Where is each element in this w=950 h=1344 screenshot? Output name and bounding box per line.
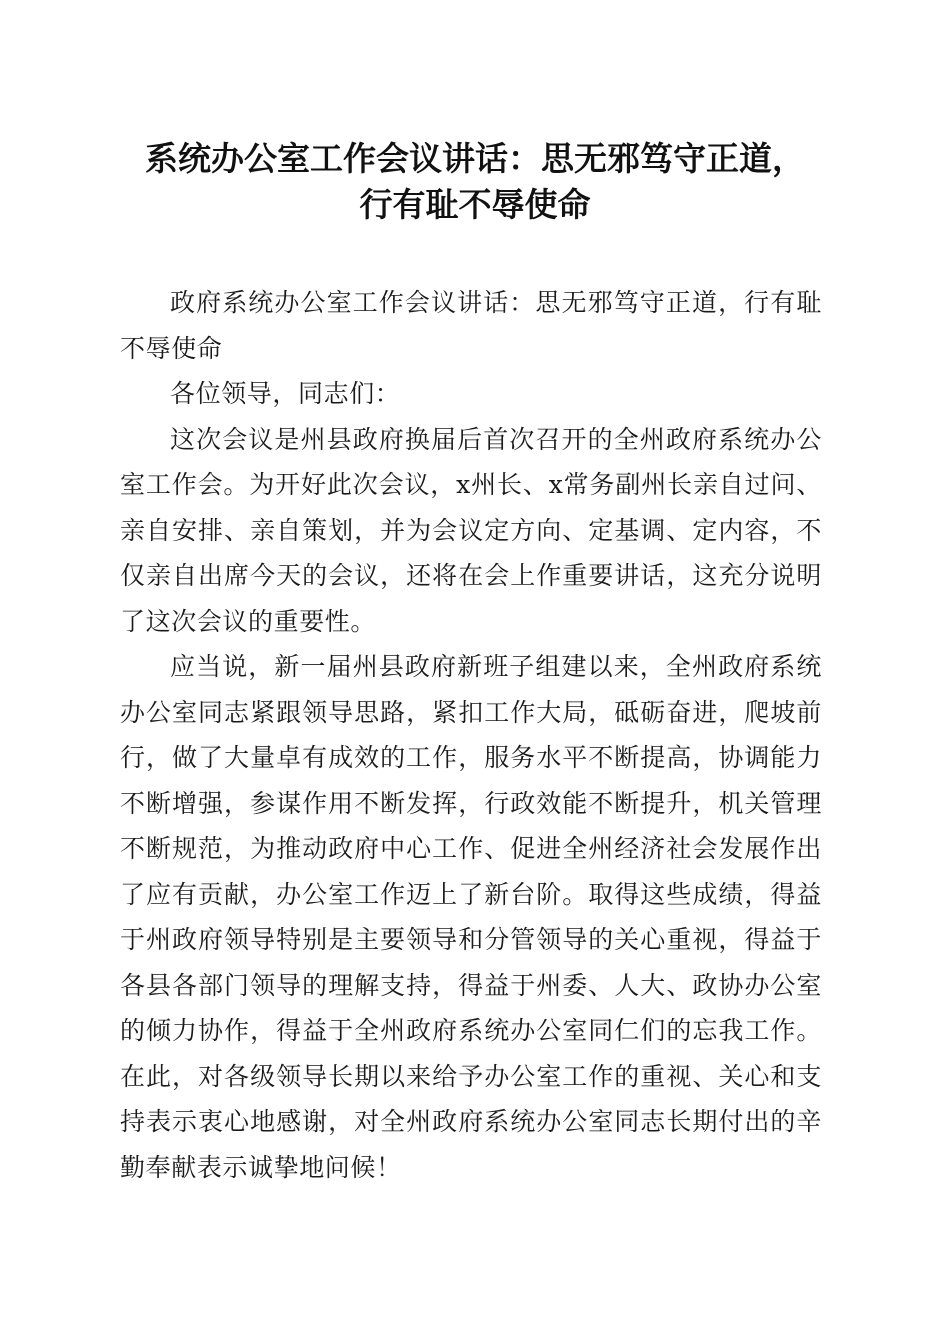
paragraph-meeting bbox=[120, 417, 822, 645]
text-line: 各位领导，同志们： bbox=[170, 379, 401, 408]
text-line: 行，做了大量卓有成效的工作，服务水平不断提高，协调能力 bbox=[120, 743, 822, 772]
text-line: 这次会议是州县政府换届后首次召开的全州政府系统办公 bbox=[170, 424, 822, 454]
text-line: 各县各部门领导的理解支持，得益于州委、人大、政协办公室 bbox=[120, 970, 822, 1000]
text-line: 于州政府领导特别是主要领导和分管领导的关心重视，得益于 bbox=[120, 925, 822, 954]
text-line: 不断增强，参谋作用不断发挥，行政效能不断提升，机关管理 bbox=[120, 788, 822, 818]
paragraph-salutation bbox=[120, 371, 822, 417]
paragraph-intro bbox=[120, 280, 822, 371]
text-line: 仅亲自出席今天的会议，还将在会上作重要讲话，这充分说明 bbox=[120, 561, 822, 590]
text-line: 亲自安排、亲自策划，并为会议定方向、定基调、定内容，不 bbox=[120, 515, 822, 545]
text-line: 室工作会。为开好此次会议，x州长、x常务副州长亲自过问、 bbox=[120, 470, 822, 499]
document-title bbox=[90, 136, 860, 228]
text-line: 在此，对各级领导长期以来给予办公室工作的重视、关心和支 bbox=[120, 1061, 822, 1091]
text-line: 持表示衷心地感谢，对全州政府系统办公室同志长期付出的辛 bbox=[120, 1107, 822, 1136]
text-line: 应当说，新一届州县政府新班子组建以来，全州政府系统 bbox=[170, 652, 822, 681]
document-body bbox=[120, 280, 822, 1190]
text-line: 的倾力协作，得益于全州政府系统办公室同仁们的忘我工作。 bbox=[120, 1016, 822, 1045]
title-line-1: 系统办公室工作会议讲话：思无邪笃守正道， bbox=[145, 139, 805, 178]
paragraph-achievements bbox=[120, 644, 822, 1190]
text-line: 不辱使命 bbox=[120, 333, 223, 363]
text-line: 勤奉献表示诚挚地问候！ bbox=[120, 1152, 402, 1182]
text-line: 办公室同志紧跟领导思路，紧扣工作大局，砥砺奋进，爬坡前 bbox=[120, 697, 822, 727]
title-line-2: 行有耻不辱使命 bbox=[359, 185, 591, 224]
text-line: 政府系统办公室工作会议讲话：思无邪笃守正道，行有耻 bbox=[170, 288, 822, 317]
text-line: 了应有贡献，办公室工作迈上了新台阶。取得这些成绩，得益 bbox=[120, 879, 822, 909]
text-line: 了这次会议的重要性。 bbox=[120, 606, 377, 636]
text-line: 不断规范，为推动政府中心工作、促进全州经济社会发展作出 bbox=[120, 834, 822, 863]
